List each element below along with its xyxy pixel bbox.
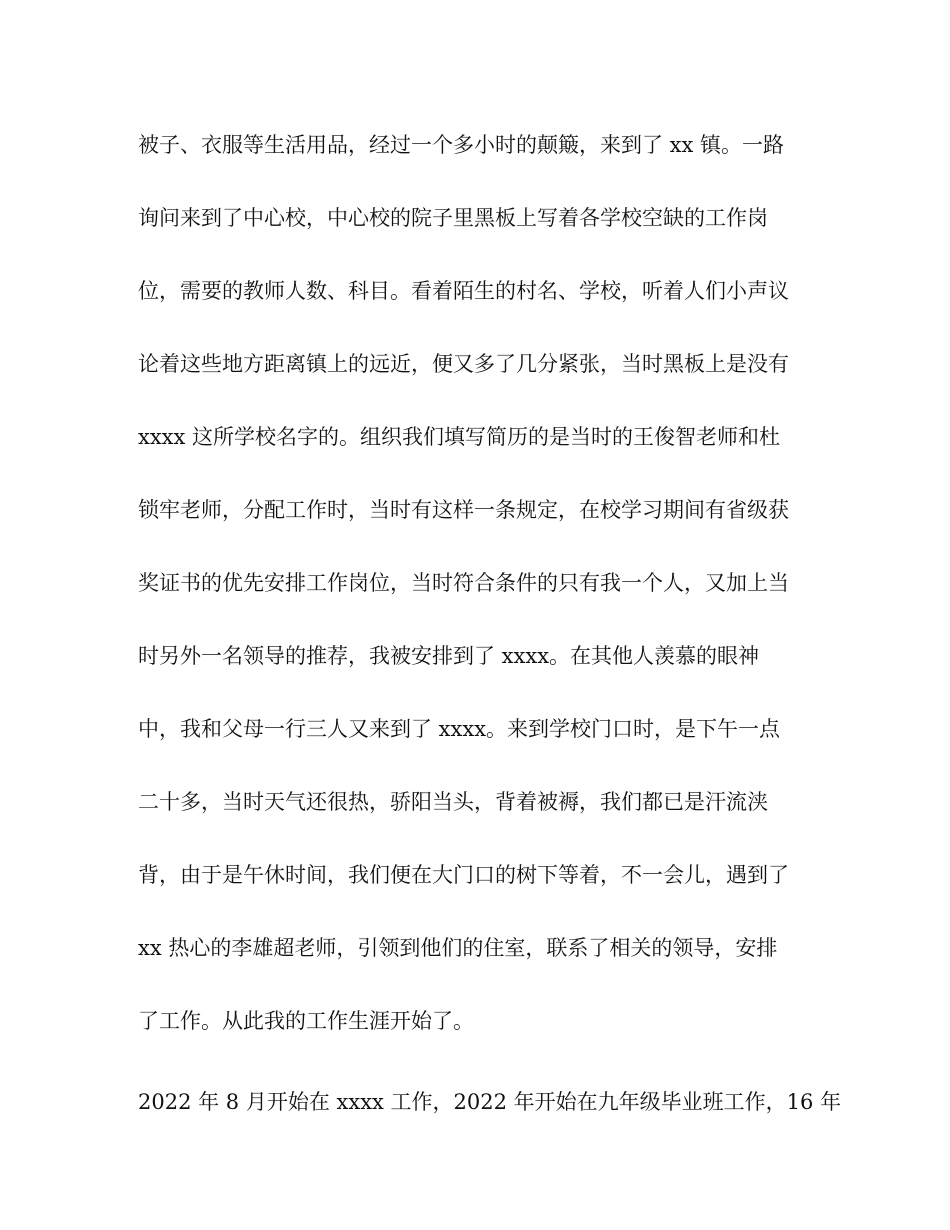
- text-line: 背，由于是午休时间，我们便在大门口的树下等着，不一会儿，遇到了: [138, 863, 789, 887]
- text-line: 了工作。从此我的工作生涯开始了。: [138, 1009, 474, 1033]
- text-line: 中，我和父母一行三人又来到了 xxxx。来到学校门口时，是下午一点: [138, 717, 781, 741]
- text-line: xxxx 这所学校名字的。组织我们填写简历的是当时的王俊智老师和杜: [138, 425, 781, 449]
- text-line: 奖证书的优先安排工作岗位，当时符合条件的只有我一个人，又加上当: [138, 571, 789, 595]
- text-line: 2022 年 8 月开始在 xxxx 工作，2022 年开始在九年级毕业班工作，16 年: [138, 1090, 842, 1114]
- text-line: 询问来到了中心校，中心校的院子里黑板上写着各学校空缺的工作岗: [138, 206, 768, 230]
- text-line: 时另外一名领导的推荐，我被安排到了 xxxx。在其他人羡慕的眼神: [138, 644, 760, 668]
- text-line: xx 热心的李雄超老师，引领到他们的住室，联系了相关的领导，安排: [138, 936, 778, 960]
- text-line: 论着这些地方距离镇上的远近，便又多了几分紧张，当时黑板上是没有: [138, 352, 789, 376]
- text-line: 位，需要的教师人数、科目。看着陌生的村名、学校，听着人们小声议: [138, 279, 789, 303]
- text-line: 二十多，当时天气还很热，骄阳当头，背着被褥，我们都已是汗流浃: [138, 790, 768, 814]
- text-line: 被子、衣服等生活用品，经过一个多小时的颠簸，来到了 xx 镇。一路: [138, 133, 785, 157]
- text-line: 锁牢老师，分配工作时，当时有这样一条规定，在校学习期间有省级获: [138, 498, 789, 522]
